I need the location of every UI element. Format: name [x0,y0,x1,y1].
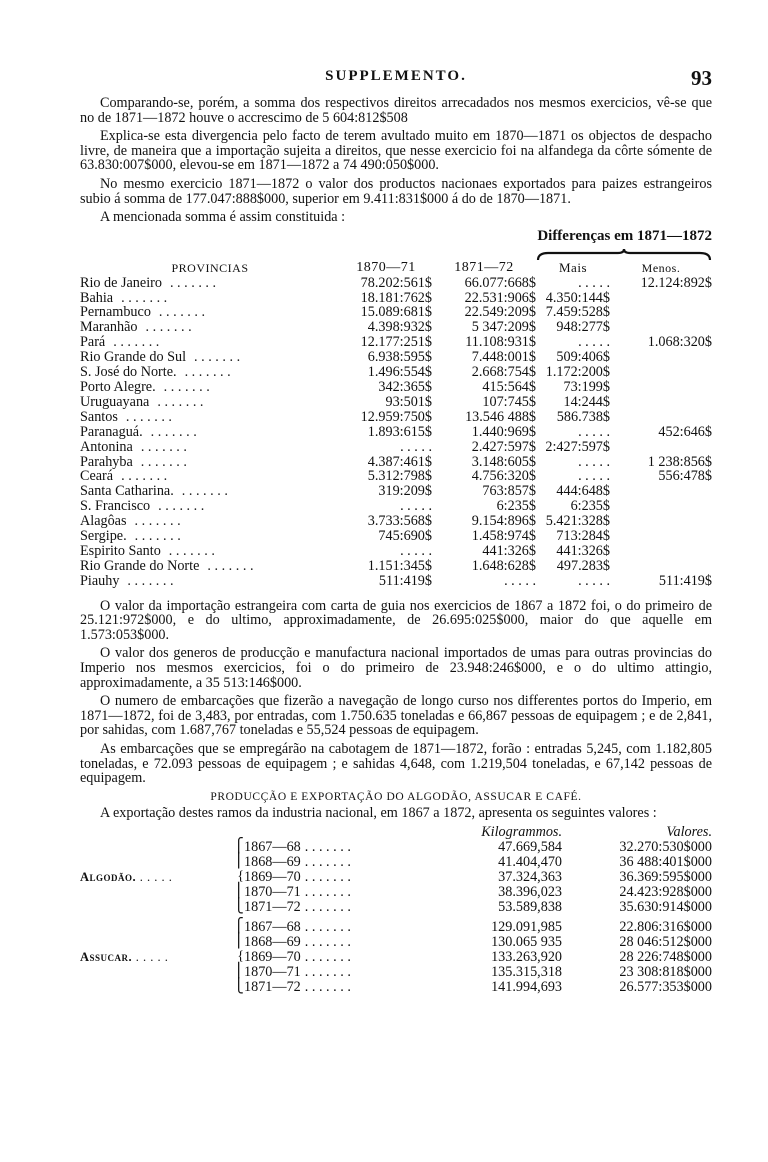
value-1871-72: 2.427:597$ [471,438,536,455]
dot-leader: . . . . . . . [125,408,172,425]
province-label: Ceará [80,468,114,485]
product-label [80,920,230,935]
dot-leader: . . . . . . . [158,304,206,321]
period-label: 1869—70 [244,868,301,885]
province-name [80,529,340,544]
province-label: Parahyba [80,453,133,470]
period-label: 1870—71 [244,883,301,900]
brace-icon: ⎪ [233,883,244,899]
product-label [80,900,230,915]
brace-icon: ⎪ [233,964,244,980]
running-head [80,68,712,90]
value-menos: 1.068:320$ [647,334,712,351]
dot-leader: . . . . . . . [194,349,241,366]
brace-icon: ⎪ [233,853,244,869]
value-1871-72: 5 347:209$ [471,319,536,336]
value-mais: 7.459:528$ [545,304,610,321]
dot-leader: . . . . . . . [134,528,181,545]
col-valores: Valores. [666,824,712,840]
value-1870-71: 1.151:345$ [367,557,432,574]
value-menos [610,320,712,335]
value-mais: 2:427:597$ [545,438,610,455]
value-1871-72: 1.440:969$ [471,423,536,440]
table-row [80,425,712,440]
dot-leader: . . . . . . . [304,883,351,900]
value-1870-71: 6.938:595$ [367,349,432,366]
province-name [80,455,340,470]
dot-leader: . . . . . . . [304,868,351,885]
value-mais: 713:284$ [556,528,610,545]
paragraph: O valor da importação estrangeira com carta de guia nos exercicios de 1867 a 1872 foi, o do primeiro de 25.121:972$000, e do ultimo, approximadamente, de 26.695:025$000, maior do que aquelle em 1.573:053$000. [80,597,712,643]
value-mais: 5.421:328$ [545,513,610,530]
product-label [80,855,230,870]
value-mais: 509:406$ [556,349,610,366]
value-1870-71: 93:501$ [385,393,432,410]
table-row [80,499,712,514]
period-label: 1869—70 [244,949,301,966]
kilogrammos-value: 53.589,838 [498,898,562,915]
value-1870-71: . . . . . [400,498,432,515]
product-label [80,870,230,885]
paragraph: O valor dos generos de producção e manufactura nacional importados de umas para outras provincias do Imperio nos mesmos exercicios, foi o do primeiro de 23.948:246$000, e o do ultimo attingio, approximadamente, a 35 513:146$000. [80,645,712,691]
table-row [80,305,712,320]
period-label: 1868—69 [244,853,301,870]
table-row [80,484,712,499]
col-menos: Menos. [641,260,681,275]
dot-leader: . . . . . . . [140,438,187,455]
value-mais: . . . . . [578,453,610,470]
table-row [80,320,712,335]
province-name [80,320,340,335]
value-1871-72: 1.648:628$ [471,557,536,574]
province-label: Bahia [80,289,114,306]
value-1871-72: 6:235$ [496,498,536,515]
export-table [80,825,712,995]
dot-leader: . . . . . . . [168,542,215,559]
kilogrammos-value: 141.994,693 [491,979,562,996]
value-1871-72: 4.756:320$ [471,468,536,485]
province-label: Espirito Santo [80,542,161,559]
dot-leader: . . . . . . . [184,364,231,381]
value-menos [610,291,712,306]
table-row [80,965,712,980]
value-menos [610,484,712,499]
province-name [80,410,340,425]
table-row [80,935,712,950]
province-label: Porto Alegre. [80,379,156,395]
province-name [80,425,340,440]
col-1870-71: 1870—71 [356,259,416,275]
table-row [80,900,712,915]
period [244,935,394,950]
dot-leader: . . . . . . . [163,379,210,395]
period-label: 1870—71 [244,964,301,981]
value-1870-71: 5.312:798$ [367,468,432,485]
table-row [80,544,712,559]
value-menos [610,544,712,559]
dot-leader: . . . . . . . [127,572,174,589]
table-row [80,335,712,350]
value-1871-72: 107:745$ [482,393,536,410]
province-name [80,335,340,350]
table-header-row [80,261,712,276]
province-label: Rio de Janeiro [80,274,162,291]
province-name [80,559,340,574]
valores-value: 28 226:748$000 [619,949,712,966]
province-name [80,440,340,455]
value-mais: 441:326$ [556,542,610,559]
table-header-row [80,825,712,840]
value-menos [610,529,712,544]
value-1871-72: 11.108:931$ [465,334,536,351]
col-1871-72: 1871—72 [454,259,514,275]
value-1870-71: . . . . . [400,438,432,455]
value-1871-72: 1.458:974$ [471,528,536,545]
body-text [80,96,712,995]
value-1870-71: 511:419$ [378,572,432,589]
period-label: 1871—72 [244,979,301,996]
province-label: Sergipe. [80,528,127,545]
period-label: 1871—72 [244,898,301,915]
value-1871-72: 7.448:001$ [471,349,536,366]
province-name [80,514,340,529]
province-label: Pernambuco [80,304,151,321]
value-mais: 444:648$ [556,483,610,500]
province-label: Maranhão [80,319,138,336]
page-number: 93 [691,66,712,90]
paragraph: Explica-se esta divergencia pelo facto de terem avultado muito em 1870—1871 os objectos de despacho livre, de maneira que a importação sujeita a direitos, que nesse exercicio foi na alfandega da côrte sómente de 63.830:007$000, elevou-se em 1871—1872 a 74 490:050$000. [80,128,712,174]
table-row [80,529,712,544]
table-row [80,514,712,529]
period [244,950,394,965]
table-row [80,380,712,395]
value-menos: 556:478$ [658,468,712,485]
province-label: Pará [80,334,106,351]
col-mais: Mais [559,259,587,275]
dot-leader: . . . . . . . [145,319,192,336]
period [244,980,394,995]
brace-icon: ⎧ [233,838,244,854]
value-menos: 12.124:892$ [640,274,712,291]
value-1870-71: 78.202:561$ [360,274,432,291]
value-mais: 497.283$ [556,557,610,574]
province-name [80,499,340,514]
value-mais: . . . . . [578,334,610,351]
value-1871-72: 22.549:209$ [464,304,536,321]
value-1871-72: 13.546 488$ [465,408,536,425]
dot-leader: . . . . . . . [304,919,351,936]
value-1871-72: 22.531:906$ [464,289,536,306]
table-row [80,885,712,900]
dot-leader: . . . . . . . [134,513,181,530]
paragraph: No mesmo exercicio 1871—1872 o valor dos productos nacionaes exportados para paizes estrangeiros subio á somma de 177.047:888$000, superior em 9.411:831$000 á do de 1870—1871. [80,175,712,207]
value-1871-72: 763:857$ [482,483,536,500]
table-row [80,410,712,425]
product-label [80,840,230,855]
kilogrammos-value: 41.404,470 [498,853,562,870]
section-heading: PRODUCÇÃO E EXPORTAÇÃO DO ALGODÃO, ASSUCAR E CAFÉ. [210,790,582,803]
brace-divider [80,249,712,261]
value-1870-71: 3.733:568$ [367,513,432,530]
dot-leader: . . . . . . . [304,949,351,966]
province-name [80,350,340,365]
value-1870-71: 12.177:251$ [360,334,432,351]
province-name [80,276,340,291]
table-row [80,395,712,410]
value-1871-72: 2.668:754$ [471,364,536,381]
dot-leader: . . . . . . . [304,898,351,915]
period [244,920,394,935]
dot-leader: . . . . . . . [113,334,160,351]
value-menos [610,410,712,425]
province-name [80,469,340,484]
table-row [80,559,712,574]
dot-leader: . . . . . . . [140,453,187,470]
province-name [80,574,340,589]
value-mais: . . . . . [578,423,610,440]
period [244,855,394,870]
table-row [80,920,712,935]
kilogrammos-value: 129.091,985 [491,919,562,936]
table-row [80,440,712,455]
brace-icon: ⎩ [233,979,244,995]
period [244,965,394,980]
value-1870-71: 319:209$ [378,483,432,500]
product-label [80,885,230,900]
valores-value: 26.577:353$000 [619,979,712,996]
dot-leader: . . . . . . . [158,498,205,515]
value-menos [610,499,712,514]
province-label: Rio Grande do Norte [80,557,200,574]
value-1870-71: 18.181:762$ [360,289,432,306]
table-row [80,455,712,470]
value-menos [610,380,712,395]
value-mais: 948:277$ [556,319,610,336]
value-menos: 452:646$ [658,423,712,440]
province-name [80,365,340,380]
paragraph: Comparando-se, porém, a somma dos respectivos direitos arrecadados nos mesmos exercicios, vê-se que no de 1871—1872 houve o accrescimo de 5 604:812$508 [80,95,712,126]
dot-leader: . . . . . . . [304,979,351,996]
valores-value: 36.369:595$000 [619,868,712,885]
table-row [80,855,712,870]
dot-leader: . . . . . . . [181,483,228,500]
dot-leader: . . . . . . . [207,557,254,574]
value-1871-72: . . . . . [504,572,536,589]
province-label: Piauhy [80,572,120,589]
running-title: SUPPLEMENTO. [325,68,467,84]
value-menos [610,514,712,529]
value-1870-71: 745:690$ [378,528,432,545]
province-label: Santos [80,408,118,425]
table-row [80,365,712,380]
province-name [80,291,340,306]
valores-value: 28 046:512$000 [619,934,712,951]
value-1870-71: 1.893:615$ [367,423,432,440]
col-provincias: PROVINCIAS [171,260,249,275]
kilogrammos-value: 133.263,920 [491,949,562,966]
dot-leader: . . . . . . . [304,838,351,855]
valores-value: 24.423:928$000 [619,883,712,900]
product-name: Assucar. [80,950,133,965]
dot-leader: . . . . . [132,950,169,965]
dot-leader: . . . . . . . [304,934,351,951]
period [244,870,394,885]
product-label [80,950,230,965]
period-label: 1868—69 [244,934,301,951]
value-menos: 511:419$ [658,572,712,589]
period [244,900,394,915]
brace-icon: { [237,868,244,884]
kilogrammos-value: 38.396,023 [498,883,562,900]
dot-leader: . . . . . . . [157,393,204,410]
value-mais: 1.172:200$ [545,364,610,381]
value-1870-71: 1.496:554$ [367,364,432,381]
brace-icon: ⎧ [233,919,244,935]
value-menos [610,350,712,365]
dot-leader: . . . . . . . [304,853,351,870]
table-row [80,291,712,306]
province-label: S. José do Norte. [80,364,177,381]
dot-leader: . . . . . . . [169,274,217,291]
kilogrammos-value: 130.065 935 [491,934,562,951]
paragraph: A exportação destes ramos da industria nacional, em 1867 a 1872, apresenta os seguintes valores : [100,805,657,822]
value-menos [610,559,712,574]
table-row [80,980,712,995]
period [244,840,394,855]
dot-leader: . . . . . . . [150,423,197,440]
table-row [80,574,712,589]
value-mais: 4.350:144$ [545,289,610,306]
value-1870-71: 4.387:461$ [367,453,432,470]
dot-leader: . . . . . . . [121,289,168,306]
col-kilogrammos: Kilogrammos. [481,824,562,840]
product-label [80,980,230,995]
value-mais: . . . . . [578,468,610,485]
value-menos [610,305,712,320]
value-menos [610,440,712,455]
province-label: Alagôas [80,513,127,530]
value-1870-71: 12.959:750$ [360,408,432,425]
province-label: Paranaguá. [80,423,143,440]
province-name [80,395,340,410]
value-mais: . . . . . [578,572,610,589]
value-1871-72: 3.148:605$ [471,453,536,470]
value-mais: 6:235$ [570,498,610,515]
value-1871-72: 9.154:896$ [471,513,536,530]
table-row [80,840,712,855]
dot-leader: . . . . . [136,869,173,884]
valores-value: 35.630:914$000 [619,898,712,915]
value-mais: 14:244$ [563,393,610,410]
paragraph: A mencionada somma é assim constituida : [100,209,346,226]
value-1870-71: 15.089:681$ [360,304,432,321]
curly-brace-icon [536,249,712,261]
province-label: Santa Catharina. [80,483,174,500]
kilogrammos-value: 47.669,584 [498,838,562,855]
paragraph: O numero de embarcações que fizerão a navegação de longo curso nos differentes portos do Imperio, em 1871—1872, foi de 3,483, por entradas, com 1.750.635 toneladas e 66,867 pessoas de equipagem ; e de 2,841, por sahidas, com 1.687,767 toneladas e 55,524 pessoas de equipagem. [80,693,712,739]
value-1871-72: 66.077:668$ [464,274,536,291]
period-label: 1867—68 [244,838,301,855]
value-mais: 586.738$ [556,408,610,425]
value-menos [610,395,712,410]
brace-icon: ⎪ [233,934,244,950]
value-mais: . . . . . [578,274,610,291]
valores-value: 36 488:401$000 [619,853,712,870]
provinces-table [80,261,712,589]
period-label: 1867—68 [244,919,301,936]
dot-leader: . . . . . . . [304,964,351,981]
dot-leader: . . . . . . . [121,468,168,485]
value-1871-72: 415:564$ [482,379,536,395]
kilogrammos-value: 37.324,363 [498,868,562,885]
table-row [80,870,712,885]
product-label [80,935,230,950]
valores-value: 32.270:530$000 [619,838,712,855]
value-1870-71: . . . . . [400,542,432,559]
province-name [80,305,340,320]
value-1870-71: 4.398:932$ [367,319,432,336]
table-row [80,350,712,365]
product-label [80,965,230,980]
table-row [80,469,712,484]
paragraph: As embarcações que se empregárão na cabotagem de 1871—1872, forão : entradas 5,245, com 1.182,805 toneladas, e 72.093 pessoas de equipagem ; e sahidas 4,648, com 1.219,504 toneladas, e 67,142 pessoas de equipagem. [80,741,712,787]
province-label: Antonina [80,438,133,455]
value-menos [610,365,712,380]
province-label: S. Francisco [80,498,151,515]
value-mais: 73:199$ [563,379,610,395]
differences-group-header: Differenças em 1871—1872 [537,227,712,244]
value-1871-72: 441:326$ [482,542,536,559]
valores-value: 23 308:818$000 [619,964,712,981]
brace-icon: ⎩ [233,898,244,914]
period [244,885,394,900]
province-name [80,484,340,499]
valores-value: 22.806:316$000 [619,919,712,936]
province-label: Uruguayana [80,393,150,410]
value-menos: 1 238:856$ [647,453,712,470]
province-name [80,380,340,395]
table-row [80,276,712,291]
kilogrammos-value: 135.315,318 [491,964,562,981]
value-1870-71: 342:365$ [378,379,432,395]
brace-icon: { [237,949,244,965]
table-row [80,950,712,965]
product-name: Algodão. [80,869,137,884]
province-label: Rio Grande do Sul [80,349,187,366]
province-name [80,544,340,559]
